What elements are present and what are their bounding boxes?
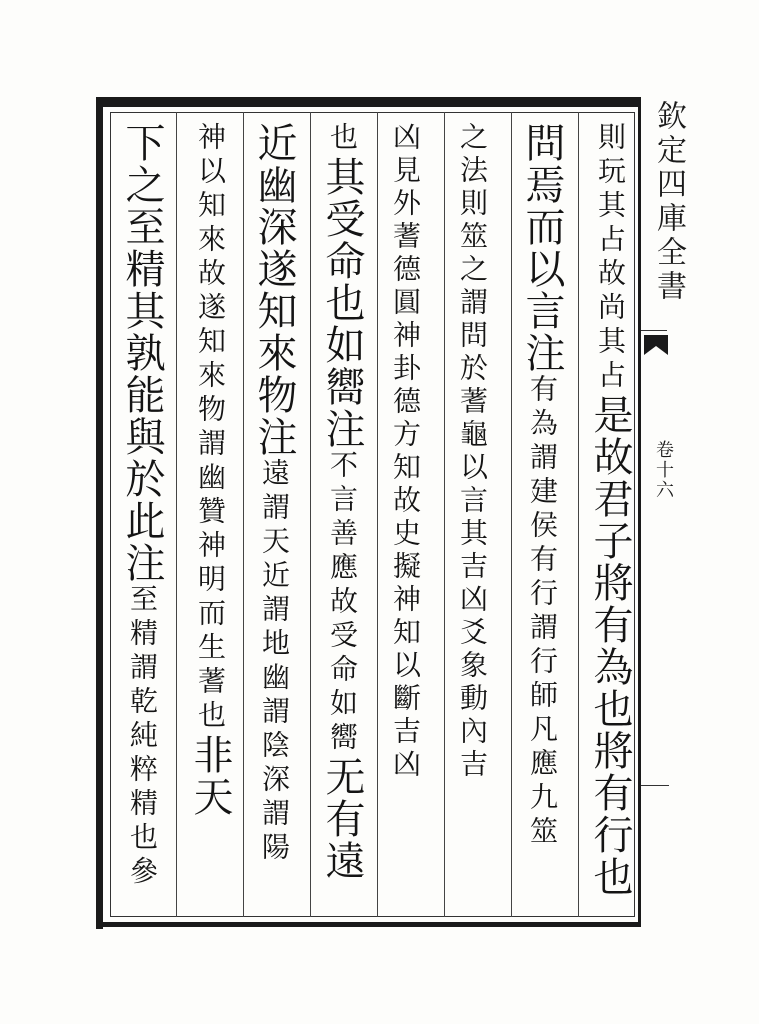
volume-label: 卷十六 bbox=[653, 440, 674, 500]
collection-title: 欽定四庫全書 bbox=[651, 100, 686, 304]
fish-tail-mark bbox=[644, 335, 668, 355]
main-text: 下之至精其孰能與於此 bbox=[119, 122, 165, 542]
margin-rule bbox=[641, 785, 669, 786]
main-text: 其受命也如嚮 bbox=[319, 156, 365, 408]
frame-right-border bbox=[638, 97, 641, 927]
main-text: 无有遠 bbox=[319, 756, 365, 882]
column-rule bbox=[444, 112, 445, 917]
commentary-text: 凶見外蓍德圓神卦德方知故史擬神知以斷吉凶 bbox=[389, 122, 422, 782]
text-column-6 bbox=[251, 122, 297, 912]
frame-bottom-border bbox=[96, 922, 641, 927]
commentary-text: 不言善應故受命如嚮 bbox=[326, 450, 359, 756]
commentary-text: 神以知來故遂知來物謂幽贊神明而生蓍也 bbox=[194, 122, 227, 734]
text-column-3 bbox=[456, 122, 489, 912]
commentary-marker: 注 bbox=[519, 332, 565, 374]
commentary-marker: 注 bbox=[319, 408, 365, 450]
column-rule bbox=[176, 112, 177, 917]
column-rule bbox=[310, 112, 311, 917]
commentary-text: 之法則筮之謂問於蓍龜以言其吉凶爻象動內吉 bbox=[456, 122, 489, 782]
margin-rule bbox=[641, 330, 667, 331]
text-column-4 bbox=[389, 122, 422, 912]
main-text: 非天 bbox=[187, 734, 233, 818]
main-text: 是故君子將有為也將有行也 bbox=[587, 394, 633, 898]
commentary-text: 至精謂乾純粹精也參 bbox=[126, 584, 159, 890]
text-column-8 bbox=[119, 122, 165, 912]
commentary-text: 遠謂天近謂地幽謂陰深謂陽 bbox=[258, 458, 291, 866]
frame-top-border bbox=[96, 97, 641, 107]
text-column-2 bbox=[519, 122, 565, 912]
column-rule bbox=[578, 112, 579, 917]
text-column-7 bbox=[187, 122, 233, 912]
commentary-text: 也 bbox=[326, 122, 359, 156]
column-rule bbox=[377, 112, 378, 917]
text-column-1 bbox=[587, 122, 633, 912]
column-rule bbox=[511, 112, 512, 917]
commentary-marker: 注 bbox=[119, 542, 165, 584]
main-text: 近幽深遂知來物 bbox=[251, 122, 297, 416]
column-rule bbox=[243, 112, 244, 917]
text-column-5 bbox=[319, 122, 365, 912]
main-text: 問焉而以言 bbox=[519, 122, 565, 332]
frame-left-border bbox=[96, 97, 103, 929]
commentary-text: 則玩其占故尚其占 bbox=[594, 122, 627, 394]
commentary-marker: 注 bbox=[251, 416, 297, 458]
commentary-text: 有為謂建侯有行謂行師凡應九筮 bbox=[526, 374, 559, 850]
